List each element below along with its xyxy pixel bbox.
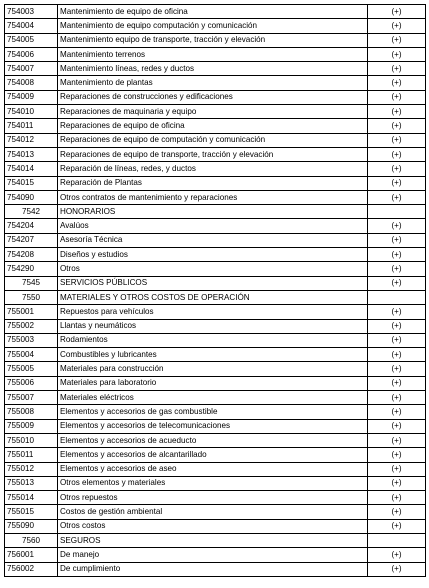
account-sign-cell: (+) [368,162,426,176]
account-description-cell: De manejo [58,548,368,562]
table-row [5,176,426,190]
account-sign-cell: (+) [368,76,426,90]
account-sign-cell: (+) [368,176,426,190]
account-description-cell: Reparaciones de equipo de oficina [58,119,368,133]
account-sign-cell: (+) [368,147,426,161]
table-row [5,305,426,319]
account-description-cell: Otros contratos de mantenimiento y reparaciones [58,190,368,204]
account-description-cell: Reparación de líneas, redes, y ductos [58,162,368,176]
table-row [5,19,426,33]
account-description-cell: Reparaciones de equipo de computación y comunicación [58,133,368,147]
account-sign-cell: (+) [368,233,426,247]
account-sign-cell: (+) [368,548,426,562]
account-code-cell: 754014 [5,162,58,176]
account-sign-cell [368,290,426,304]
table-row [5,47,426,61]
table-row [5,62,426,76]
account-code-cell: 755002 [5,319,58,333]
account-code-cell: 755009 [5,419,58,433]
table-row [5,362,426,376]
table-row [5,319,426,333]
table-row [5,376,426,390]
account-code-cell: 755011 [5,448,58,462]
account-sign-cell: (+) [368,519,426,533]
table-row [5,262,426,276]
account-description-cell: Reparaciones de equipo de transporte, tracción y elevación [58,147,368,161]
account-description-cell: Elementos y accesorios de acueducto [58,433,368,447]
account-table [4,4,426,577]
account-description-cell: MATERIALES Y OTROS COSTOS DE OPERACIÓN [58,290,368,304]
account-code-cell: 755006 [5,376,58,390]
table-row [5,248,426,262]
account-description-cell: Otros [58,262,368,276]
account-description-cell: Diseños y estudios [58,248,368,262]
account-sign-cell [368,533,426,547]
account-sign-cell: (+) [368,33,426,47]
table-row [5,548,426,562]
account-code-cell: 7550 [5,290,58,304]
table-row [5,519,426,533]
account-sign-cell: (+) [368,419,426,433]
account-description-cell: Llantas y neumáticos [58,319,368,333]
account-sign-cell: (+) [368,476,426,490]
account-sign-cell: (+) [368,319,426,333]
section-header-row [5,276,426,290]
account-description-cell: Reparación de Plantas [58,176,368,190]
account-code-cell: 754004 [5,19,58,33]
table-row [5,233,426,247]
table-row [5,190,426,204]
account-description-cell: Mantenimiento terrenos [58,47,368,61]
table-row [5,405,426,419]
section-header-row [5,205,426,219]
account-description-cell: Otros repuestos [58,491,368,505]
account-sign-cell: (+) [368,333,426,347]
account-description-cell: Costos de gestión ambiental [58,505,368,519]
table-row [5,5,426,19]
account-code-cell: 755012 [5,462,58,476]
account-description-cell: HONORARIOS [58,205,368,219]
account-code-cell: 754005 [5,33,58,47]
table-row [5,219,426,233]
account-sign-cell: (+) [368,448,426,462]
account-sign-cell: (+) [368,248,426,262]
account-sign-cell: (+) [368,5,426,19]
account-description-cell: Combustibles y lubricantes [58,348,368,362]
account-sign-cell: (+) [368,262,426,276]
account-code-cell: 755010 [5,433,58,447]
account-code-cell: 755013 [5,476,58,490]
account-code-cell: 755015 [5,505,58,519]
account-description-cell: Materiales para laboratorio [58,376,368,390]
table-row [5,105,426,119]
account-description-cell: Otros elementos y materiales [58,476,368,490]
account-code-cell: 7545 [5,276,58,290]
account-code-cell: 754007 [5,62,58,76]
account-sign-cell: (+) [368,305,426,319]
account-description-cell: Repuestos para vehículos [58,305,368,319]
table-row [5,448,426,462]
section-header-row [5,533,426,547]
account-code-cell: 754015 [5,176,58,190]
account-description-cell: Mantenimiento equipo de transporte, tracción y elevación [58,33,368,47]
account-description-cell: Avalúos [58,219,368,233]
account-description-cell: Elementos y accesorios de aseo [58,462,368,476]
account-sign-cell: (+) [368,562,426,576]
account-sign-cell: (+) [368,462,426,476]
account-sign-cell: (+) [368,433,426,447]
account-code-cell: 754011 [5,119,58,133]
table-row [5,133,426,147]
account-code-cell: 755014 [5,491,58,505]
account-code-cell: 754090 [5,190,58,204]
table-row [5,333,426,347]
account-code-cell: 755004 [5,348,58,362]
table-row [5,462,426,476]
account-description-cell: Elementos y accesorios de alcantarillado [58,448,368,462]
table-row [5,76,426,90]
account-sign-cell: (+) [368,62,426,76]
account-code-cell: 754009 [5,90,58,104]
account-description-cell: SERVICIOS PÚBLICOS [58,276,368,290]
account-code-cell: 754207 [5,233,58,247]
account-sign-cell: (+) [368,362,426,376]
account-code-cell: 754012 [5,133,58,147]
table-row [5,491,426,505]
account-table-container [4,4,426,577]
account-sign-cell: (+) [368,47,426,61]
account-sign-cell: (+) [368,391,426,405]
account-sign-cell: (+) [368,133,426,147]
account-sign-cell: (+) [368,90,426,104]
account-description-cell: Reparaciones de construcciones y edificaciones [58,90,368,104]
table-row [5,419,426,433]
table-row [5,147,426,161]
account-code-cell: 754013 [5,147,58,161]
account-code-cell: 755007 [5,391,58,405]
account-description-cell: SEGUROS [58,533,368,547]
account-table-body [5,5,426,577]
table-row [5,562,426,576]
account-code-cell: 754204 [5,219,58,233]
account-description-cell: Materiales para construcción [58,362,368,376]
account-sign-cell: (+) [368,376,426,390]
account-code-cell: 755001 [5,305,58,319]
account-code-cell: 755090 [5,519,58,533]
account-code-cell: 754208 [5,248,58,262]
table-row [5,90,426,104]
account-code-cell: 755005 [5,362,58,376]
account-code-cell: 7542 [5,205,58,219]
account-sign-cell: (+) [368,348,426,362]
account-sign-cell: (+) [368,105,426,119]
table-row [5,33,426,47]
account-sign-cell: (+) [368,119,426,133]
account-description-cell: Materiales eléctricos [58,391,368,405]
table-row [5,505,426,519]
account-description-cell: Mantenimiento de plantas [58,76,368,90]
account-code-cell: 756001 [5,548,58,562]
account-description-cell: Rodamientos [58,333,368,347]
account-sign-cell [368,205,426,219]
account-sign-cell: (+) [368,491,426,505]
account-description-cell: Elementos y accesorios de gas combustible [58,405,368,419]
account-sign-cell: (+) [368,19,426,33]
account-code-cell: 755008 [5,405,58,419]
account-description-cell: Mantenimiento líneas, redes y ductos [58,62,368,76]
account-code-cell: 754006 [5,47,58,61]
account-sign-cell: (+) [368,219,426,233]
account-code-cell: 756002 [5,562,58,576]
account-code-cell: 755003 [5,333,58,347]
account-code-cell: 754290 [5,262,58,276]
table-row [5,391,426,405]
account-description-cell: Asesoría Técnica [58,233,368,247]
account-description-cell: Otros costos [58,519,368,533]
account-sign-cell: (+) [368,405,426,419]
account-description-cell: Mantenimiento de equipo de oficina [58,5,368,19]
account-sign-cell: (+) [368,505,426,519]
table-row [5,476,426,490]
table-row [5,162,426,176]
account-code-cell: 7560 [5,533,58,547]
table-row [5,348,426,362]
table-row [5,119,426,133]
account-sign-cell: (+) [368,190,426,204]
account-sign-cell: (+) [368,276,426,290]
account-description-cell: Reparaciones de maquinaria y equipo [58,105,368,119]
section-header-row [5,290,426,304]
table-row [5,433,426,447]
account-code-cell: 754003 [5,5,58,19]
account-code-cell: 754008 [5,76,58,90]
account-code-cell: 754010 [5,105,58,119]
account-description-cell: Mantenimiento de equipo computación y comunicación [58,19,368,33]
account-description-cell: De cumplimiento [58,562,368,576]
account-description-cell: Elementos y accesorios de telecomunicaciones [58,419,368,433]
